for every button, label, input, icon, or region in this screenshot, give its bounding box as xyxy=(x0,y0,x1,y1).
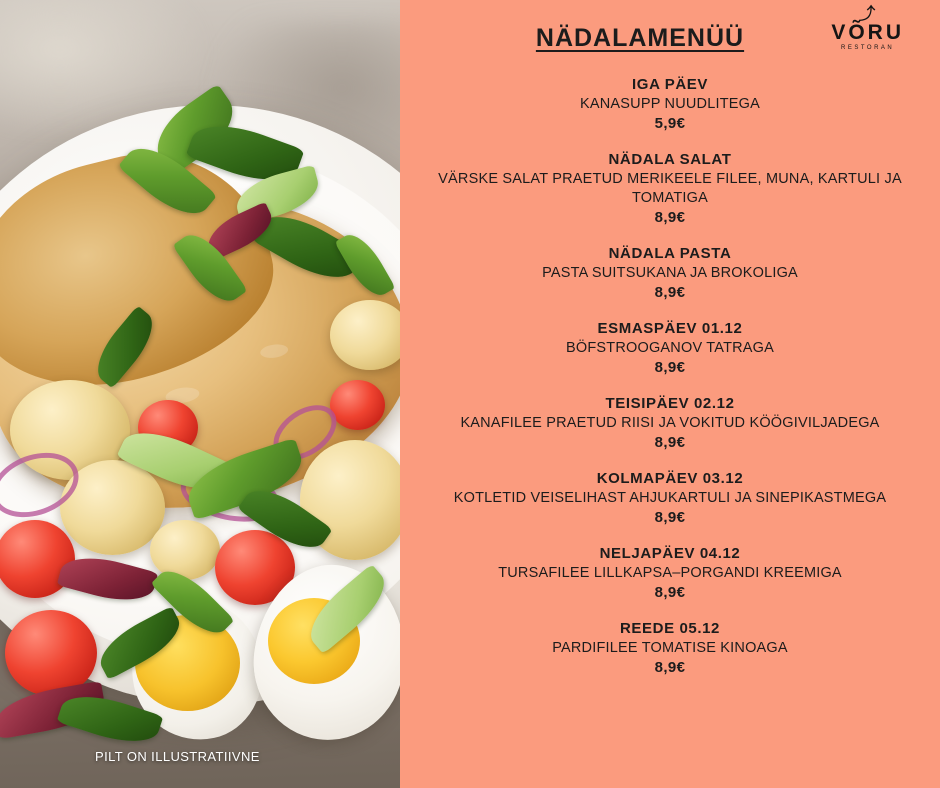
menu-section xyxy=(408,150,932,228)
page-title: NÄDALAMENÜÜ xyxy=(535,24,745,52)
tomato-shape xyxy=(330,380,385,430)
section-price: 8,9€ xyxy=(654,359,686,376)
section-heading: NÄDALA PASTA xyxy=(608,245,732,262)
section-price: 8,9€ xyxy=(654,209,686,226)
food-photo xyxy=(0,0,400,788)
section-price: 8,9€ xyxy=(654,584,686,601)
section-price: 8,9€ xyxy=(654,509,686,526)
section-description: VÄRSKE SALAT PRAETUD MERIKEELE FILEE, MUNA, KARTULI JA TOMATIGA xyxy=(438,171,902,206)
section-price: 5,9€ xyxy=(654,115,686,132)
logo-wordmark: VÕRU xyxy=(831,21,904,44)
menu-section xyxy=(408,394,932,453)
section-description: PASTA SUITSUKANA JA BROKOLIGA xyxy=(542,265,798,281)
section-heading: NELJAPÄEV 04.12 xyxy=(599,545,741,562)
menu-section xyxy=(408,244,932,303)
section-heading: KOLMAPÄEV 03.12 xyxy=(596,470,744,487)
menu-section xyxy=(408,619,932,678)
section-description: KANASUPP NUUDLITEGA xyxy=(580,96,760,112)
menu-section xyxy=(408,544,932,603)
section-price: 8,9€ xyxy=(654,284,686,301)
section-heading: IGA PÄEV xyxy=(632,76,708,93)
restaurant-logo xyxy=(831,8,904,51)
logo-swoosh-icon: ⤴ xyxy=(859,6,877,23)
section-description: KANAFILEE PRAETUD RIISI JA VOKITUD KÖÖGIVILJADEGA xyxy=(460,415,880,431)
section-heading: NÄDALA SALAT xyxy=(608,151,732,168)
photo-caption: PILT ON ILLUSTRATIIVNE xyxy=(95,749,260,764)
section-description: TURSAFILEE LILLKAPSA–PORGANDI KREEMIGA xyxy=(498,565,842,581)
menu-section xyxy=(408,75,932,134)
potato-shape xyxy=(150,520,220,580)
section-price: 8,9€ xyxy=(654,659,686,676)
menu-section xyxy=(408,319,932,378)
section-heading: ESMASPÄEV 01.12 xyxy=(597,320,743,337)
photo-canvas xyxy=(0,0,400,788)
menu-panel xyxy=(400,0,940,788)
menu-sections xyxy=(408,75,932,678)
logo-subtitle: RESTORAN xyxy=(841,45,895,51)
potato-shape xyxy=(330,300,400,370)
section-description: KOTLETID VEISELIHAST AHJUKARTULI JA SINEPIKASTMEGA xyxy=(453,490,887,506)
section-price: 8,9€ xyxy=(654,434,686,451)
section-heading: TEISIPÄEV 02.12 xyxy=(605,395,735,412)
section-heading: REEDE 05.12 xyxy=(620,620,720,637)
menu-section xyxy=(408,469,932,528)
section-description: BÖFSTROOGANOV TATRAGA xyxy=(565,340,775,356)
section-description: PARDIFILEE TOMATISE KINOAGA xyxy=(552,640,788,656)
